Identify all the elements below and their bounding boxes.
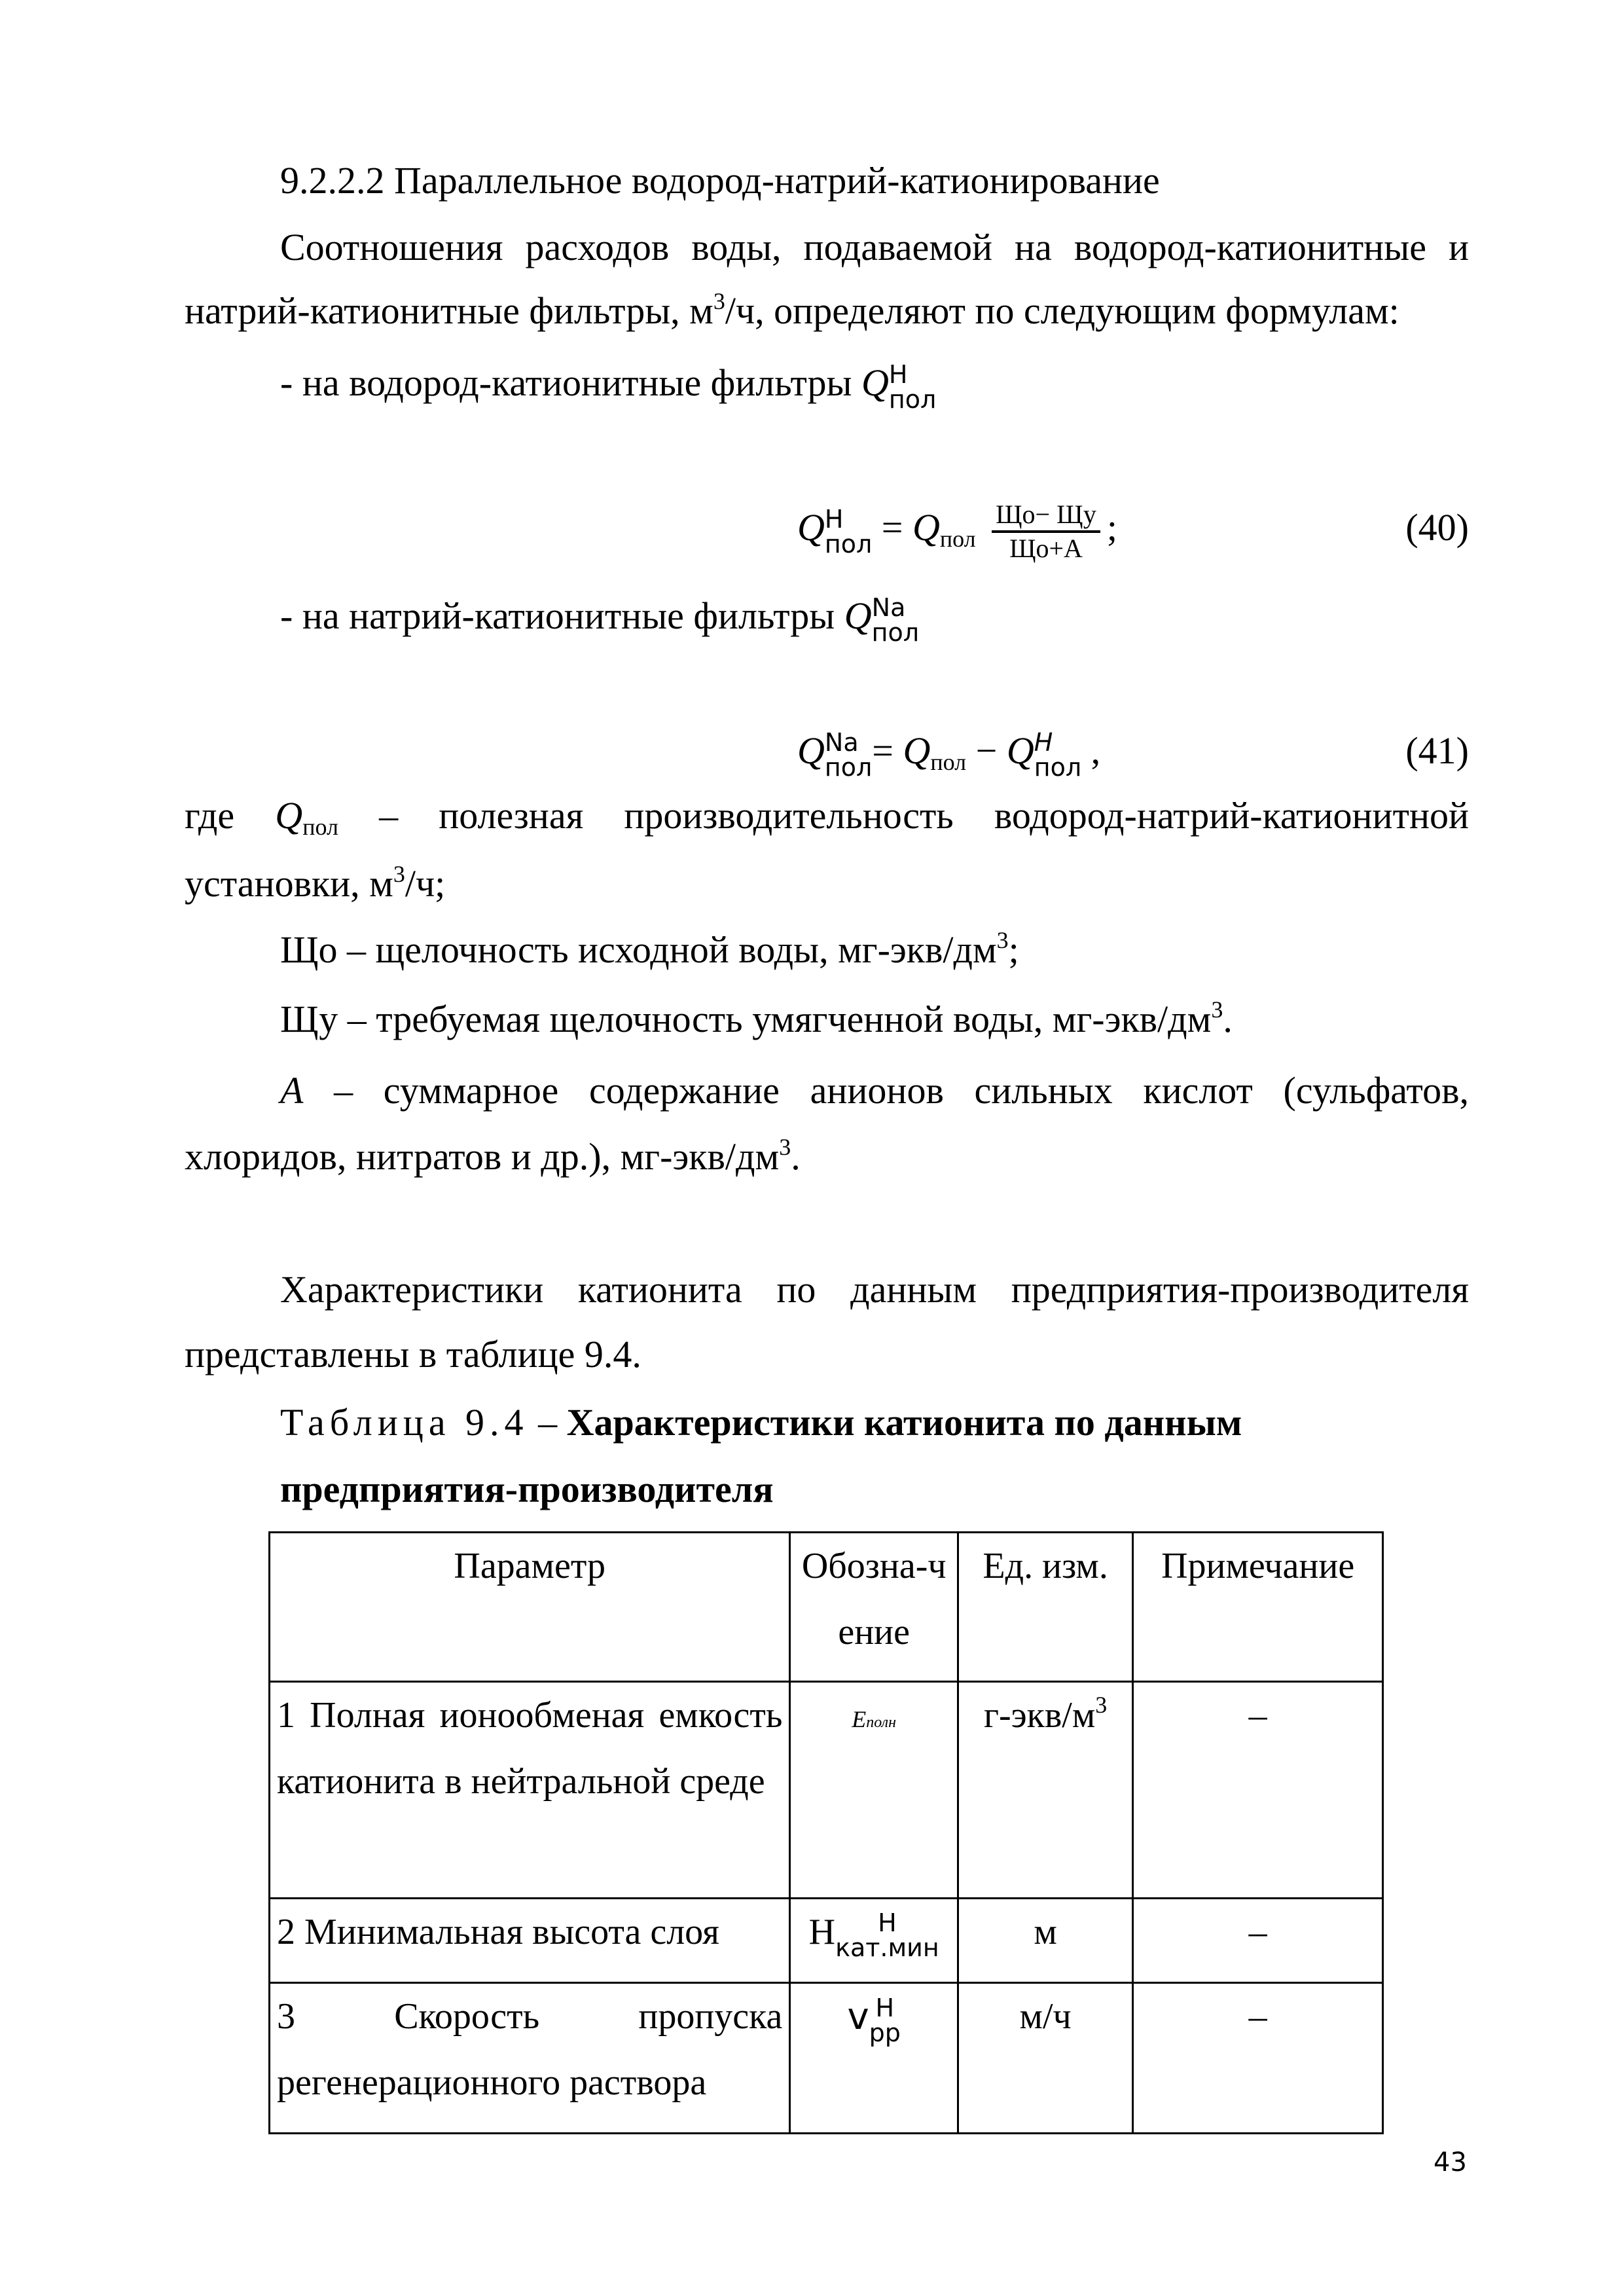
symbol: Щу	[280, 998, 338, 1040]
section-heading: 9.2.2.2 Параллельное водород-натрий-катионирование	[280, 159, 1160, 202]
subscript: пол	[824, 752, 873, 782]
dash: –	[528, 1401, 567, 1444]
caption-title: Характеристики катионита по данным	[566, 1401, 1242, 1444]
unit-cell: м	[958, 1899, 1132, 1983]
formula-40	[797, 494, 1469, 563]
item-hydrogen-filters	[280, 350, 1469, 416]
text: где	[185, 794, 235, 837]
subscript: рр	[869, 2018, 901, 2048]
superscript: Н	[888, 359, 908, 389]
characteristics-line-1: Характеристики катионита по данным предприятия-производителя	[280, 1268, 1469, 1311]
text: .	[791, 1135, 801, 1178]
table-caption-line-1	[280, 1389, 1469, 1455]
symbol: Q	[844, 594, 872, 637]
def-alkalinity-source	[280, 917, 1469, 983]
caption-title: предприятия-производителя	[280, 1468, 774, 1510]
semicolon: ;	[1106, 506, 1118, 549]
subscript: пол	[1034, 752, 1082, 782]
superscript: Н	[878, 1908, 897, 1938]
subscript: полн	[866, 1714, 897, 1731]
subscript: пол	[930, 749, 967, 775]
symbol-cell	[790, 1682, 958, 1899]
table-row	[270, 1899, 1383, 1983]
symbol-cell	[790, 1899, 958, 1983]
text: – полезная производительность водород-натрий-катионитной	[379, 794, 1470, 837]
where-line-1	[185, 782, 1469, 848]
def-anions-line-2	[185, 1123, 1469, 1190]
superscript: Н	[824, 504, 844, 534]
note-cell: –	[1133, 1983, 1383, 2134]
text: установки, м	[185, 862, 393, 905]
symbol: Q	[861, 361, 889, 404]
symbol: A	[280, 1069, 304, 1112]
header-unit: Ед. изм.	[958, 1533, 1132, 1682]
intro-line-2	[185, 278, 1469, 344]
def-anions-line-1	[280, 1057, 1469, 1123]
param-cell: 1 Полная ионообменая емкость катионита в нейтральной среде	[270, 1682, 790, 1899]
equation-number: (41)	[1405, 729, 1469, 772]
superscript: H	[1034, 727, 1053, 757]
text: - на водород-катионитные фильтры	[280, 361, 852, 404]
exponent: 3	[779, 1134, 791, 1160]
text: /ч;	[405, 862, 446, 905]
minus: −	[975, 729, 998, 772]
exponent: 3	[996, 927, 1009, 953]
exponent: 3	[393, 861, 405, 887]
unit-cell: м/ч	[958, 1983, 1132, 2134]
unit-cell	[958, 1682, 1132, 1899]
characteristics-line-2: представлены в таблице 9.4.	[185, 1333, 641, 1376]
symbol: Q	[275, 794, 303, 837]
numerator: Що− Щу	[992, 499, 1100, 533]
subscript: пол	[824, 529, 873, 558]
exponent: 3	[1095, 1692, 1108, 1718]
symbol: Q	[1006, 729, 1034, 772]
equals: =	[881, 506, 903, 549]
table-row	[270, 1682, 1383, 1899]
param-cell: 3 Скорость пропуска регенерационного раствора	[270, 1983, 790, 2134]
subscript: пол	[939, 526, 976, 552]
symbol: H	[808, 1912, 836, 1952]
symbol: Q	[797, 729, 825, 772]
def-alkalinity-softened	[280, 986, 1469, 1052]
note-cell: –	[1133, 1899, 1383, 1983]
subscript: пол	[871, 617, 920, 647]
fraction	[992, 499, 1100, 564]
header-parameter: Параметр	[270, 1533, 790, 1682]
subscript: пол	[302, 814, 338, 840]
text: хлоридов, нитратов и др.), мг-экв/дм	[185, 1135, 780, 1178]
caption-label: Таблица 9.4	[280, 1401, 529, 1444]
symbol: E	[852, 1706, 867, 1732]
text: натрий-катионитные фильтры, м	[185, 289, 713, 332]
text: – требуемая щелочность умягченной воды, мг-экв/дм	[347, 998, 1212, 1040]
exponent: 3	[1211, 996, 1223, 1023]
header-symbol: Обозна-чение	[790, 1533, 958, 1682]
subscript: пол	[888, 384, 937, 414]
superscript: Na	[824, 727, 859, 757]
item-sodium-filters	[280, 583, 1469, 649]
page-number: 43	[1434, 2147, 1467, 2178]
unit: г-экв/м	[983, 1695, 1096, 1736]
param-cell: 2 Минимальная высота слоя	[270, 1899, 790, 1983]
where-line-2	[185, 850, 1469, 917]
intro-line-1: Соотношения расходов воды, подаваемой на водород-катионитные и	[280, 226, 1469, 268]
note-cell: –	[1133, 1682, 1383, 1899]
table-caption-line-2	[280, 1456, 1469, 1522]
text: - на натрий-катионитные фильтры	[280, 594, 835, 637]
header-note: Примечание	[1133, 1533, 1383, 1682]
text: ;	[1008, 928, 1019, 971]
text: .	[1223, 998, 1233, 1040]
text: – щелочность исходной воды, мг-экв/дм	[347, 928, 997, 971]
symbol-cell	[790, 1983, 958, 2134]
symbol: Що	[280, 928, 338, 971]
symbol: v	[847, 1995, 869, 2038]
comma: ,	[1091, 729, 1101, 772]
symbol: Q	[903, 729, 931, 772]
equation-number: (40)	[1405, 506, 1469, 549]
denominator: Що+A	[1009, 533, 1083, 563]
text: /ч, определяют по следующим формулам:	[725, 289, 1399, 332]
symbol: Q	[912, 506, 940, 549]
superscript: Н	[875, 1994, 895, 2023]
cation-exchanger-table	[268, 1531, 1384, 2134]
table-header-row	[270, 1533, 1383, 1682]
symbol: Q	[797, 506, 825, 549]
subscript: кат.мин	[835, 1933, 939, 1963]
table-row	[270, 1983, 1383, 2134]
formula-41	[797, 718, 1469, 784]
exponent: 3	[713, 288, 725, 314]
superscript: Na	[871, 592, 906, 622]
text: – суммарное содержание анионов сильных кислот (сульфатов,	[334, 1069, 1469, 1112]
equals: =	[872, 729, 893, 772]
